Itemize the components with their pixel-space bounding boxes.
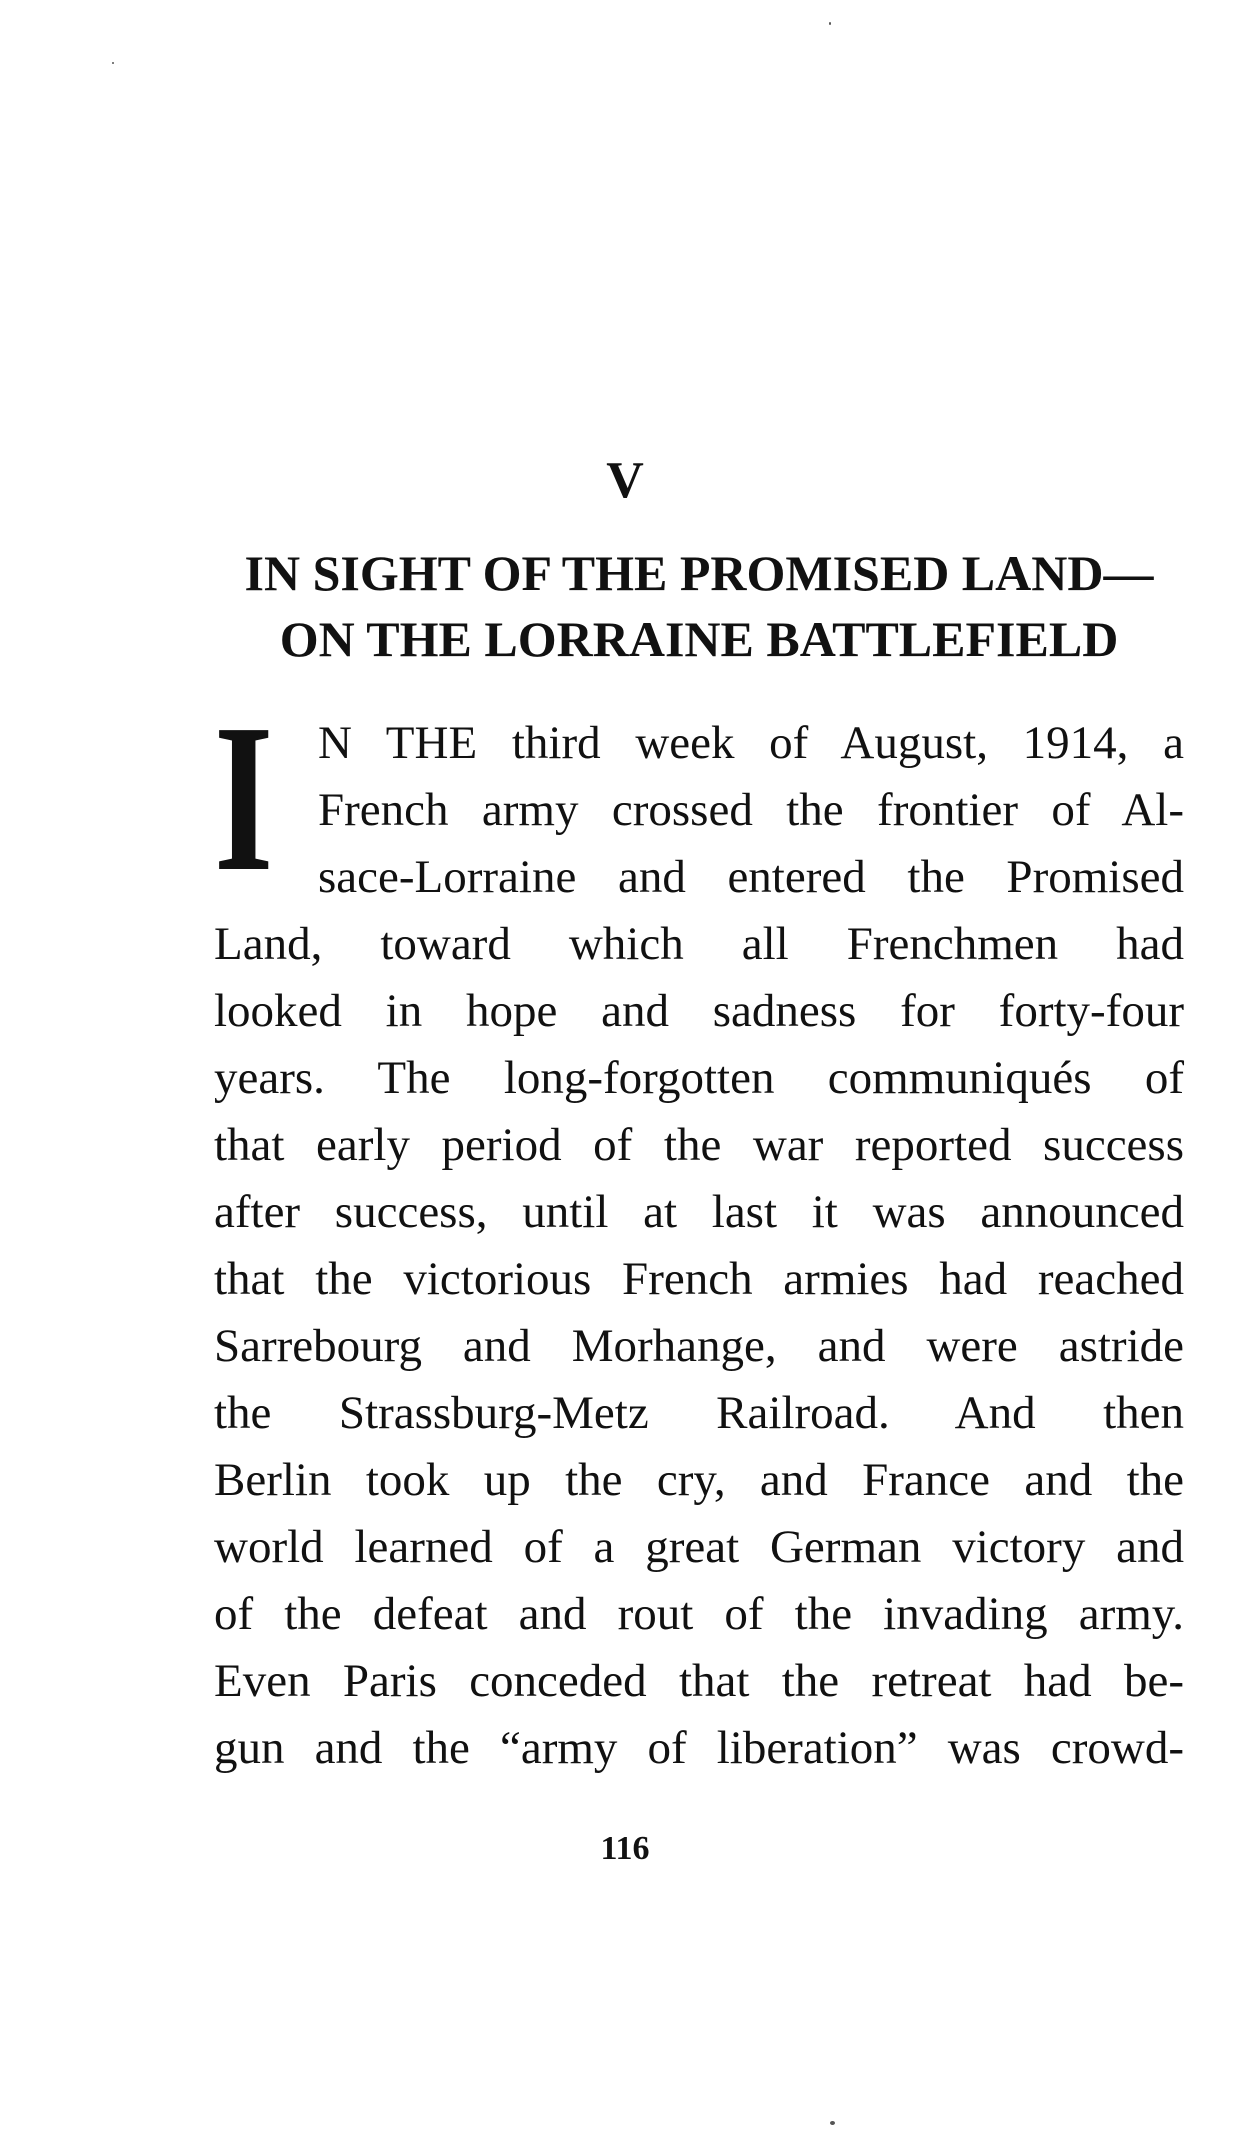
text-line: that early period of the war reported success [214,1119,1184,1171]
text-line: Berlin took up the cry, and France and the [214,1454,1184,1506]
text-line: Even Paris conceded that the retreat had be- [214,1655,1184,1707]
text-line: N THE third week of August, 1914, a [318,717,1184,769]
text-line: the Strassburg-Metz Railroad. And then [214,1387,1184,1439]
text-line: after success, until at last it was announced [214,1186,1184,1238]
body-text [214,680,1184,1782]
chapter-title-line: ON THE LORRAINE BATTLEFIELD [279,611,1119,667]
scan-speck [830,2121,835,2125]
text-line: world learned of a great German victory and [214,1521,1184,1573]
chapter-title [214,540,1184,672]
scan-speck [829,22,831,25]
text-line: gun and the “army of liberation” was crowd- [214,1722,1184,1774]
text-line: sace-Lorraine and entered the Promised [318,851,1184,903]
page-number: 116 [600,1830,650,1867]
chapter-title-line: IN SIGHT OF THE PROMISED LAND— [244,545,1154,601]
text-line: years. The long-forgotten communiqués of [214,1052,1184,1104]
text-line: of the defeat and rout of the invading army. [214,1588,1184,1640]
drop-cap: I [214,680,274,915]
text-line: Sarrebourg and Morhange, and were astride [214,1320,1184,1372]
scan-speck [112,62,114,64]
text-line: looked in hope and sadness for forty-four [214,985,1184,1037]
text-line: Land, toward which all Frenchmen had [214,918,1184,970]
chapter-number: V [606,452,644,509]
text-line: French army crossed the frontier of Al- [318,784,1184,836]
text-line: that the victorious French armies had reached [214,1253,1184,1305]
